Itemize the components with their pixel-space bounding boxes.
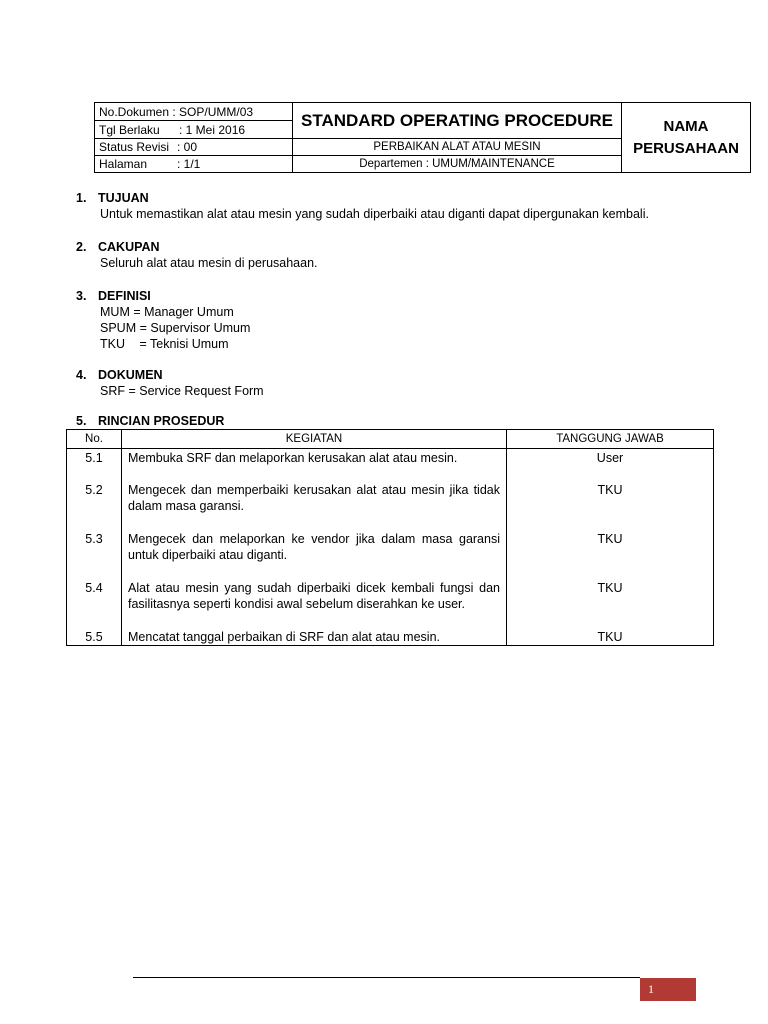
company-name-line1: NAMA <box>663 117 709 135</box>
doc-number: No.Dokumen : SOP/UMM/03 <box>95 103 293 121</box>
section-title: DOKUMEN <box>98 368 163 382</box>
column-header-responsible: TANGGUNG JAWAB <box>507 430 714 449</box>
section-definisi <box>76 288 250 352</box>
section-heading <box>76 288 250 304</box>
section-number: 5. <box>76 414 87 428</box>
section-heading <box>76 367 264 383</box>
sop-subtitle: PERBAIKAN ALAT ATAU MESIN <box>293 139 622 156</box>
section-text: Untuk memastikan alat atau mesin yang sudah diperbaiki atau diganti dapat dipergunakan kembali. <box>100 207 649 221</box>
row-number: 5.3 <box>67 531 122 580</box>
section-heading <box>76 190 649 206</box>
section-text: SRF = Service Request Form <box>100 384 264 398</box>
company-name-line2: PERUSAHAAN <box>633 139 739 157</box>
department: Departemen : UMUM/MAINTENANCE <box>293 156 622 173</box>
row-number: 5.1 <box>67 449 122 482</box>
section-number: 1. <box>76 191 87 205</box>
table-row <box>67 531 714 580</box>
table-row <box>67 580 714 629</box>
section-text: Seluruh alat atau mesin di perusahaan. <box>100 256 318 270</box>
revision-label: Status Revisi <box>99 140 170 154</box>
row-responsible: User <box>507 449 714 482</box>
definition-list <box>76 304 250 352</box>
definition-key: TKU <box>100 337 125 351</box>
row-responsible: TKU <box>507 482 714 531</box>
sop-title: STANDARD OPERATING PROCEDURE <box>293 103 622 139</box>
row-responsible: TKU <box>507 531 714 580</box>
definition-item <box>100 320 250 336</box>
section-number: 3. <box>76 289 87 303</box>
table-row <box>67 449 714 482</box>
row-responsible: TKU <box>507 629 714 646</box>
section-title: TUJUAN <box>98 191 149 205</box>
definition-item <box>100 304 250 320</box>
section-title: CAKUPAN <box>98 240 160 254</box>
row-number: 5.4 <box>67 580 122 629</box>
row-responsible: TKU <box>507 580 714 629</box>
section-number: 2. <box>76 240 87 254</box>
section-rincian-prosedur <box>76 413 224 429</box>
section-title: DEFINISI <box>98 289 151 303</box>
row-activity: Alat atau mesin yang sudah diperbaiki dicek kembali fungsi dan fasilitasnya seperti kondisi awal sebelum diserahkan ke user. <box>122 580 507 629</box>
company-name <box>622 103 751 173</box>
column-header-no: No. <box>67 430 122 449</box>
page-info <box>95 156 293 173</box>
definition-value: = Teknisi Umum <box>139 337 229 351</box>
row-activity: Mencatat tanggal perbaikan di SRF dan alat atau mesin. <box>122 629 507 646</box>
section-number: 4. <box>76 368 87 382</box>
page-info-value: : 1/1 <box>177 157 201 171</box>
procedure-table <box>66 429 714 646</box>
row-activity: Mengecek dan memperbaiki kerusakan alat atau mesin jika tidak dalam masa garansi. <box>122 482 507 531</box>
definition-key: SPUM <box>100 321 137 335</box>
section-dokumen <box>76 367 264 399</box>
section-heading <box>76 413 224 429</box>
definition-value: = Manager Umum <box>133 305 234 319</box>
valid-date-value: : 1 Mei 2016 <box>179 122 246 137</box>
row-activity: Membuka SRF dan melaporkan kerusakan alat atau mesin. <box>122 449 507 482</box>
document-header-table <box>94 102 751 173</box>
revision-value: : 00 <box>177 140 198 154</box>
row-number: 5.2 <box>67 482 122 531</box>
page-info-label: Halaman <box>99 157 148 171</box>
definition-value: = Supervisor Umum <box>139 321 251 335</box>
table-header-row <box>67 430 714 449</box>
row-number: 5.5 <box>67 629 122 646</box>
definition-key: MUM <box>100 305 130 319</box>
definition-item <box>100 336 250 352</box>
section-cakupan <box>76 239 318 271</box>
row-activity: Mengecek dan melaporkan ke vendor jika dalam masa garansi untuk diperbaiki atau diganti. <box>122 531 507 580</box>
valid-date-label: Tgl Berlaku <box>99 122 160 137</box>
column-header-activity: KEGIATAN <box>122 430 507 449</box>
section-heading <box>76 239 318 255</box>
table-row <box>67 482 714 531</box>
table-row <box>67 629 714 646</box>
revision-status <box>95 139 293 156</box>
footer-divider <box>133 977 640 978</box>
section-tujuan <box>76 190 649 222</box>
page-number-badge: 1 <box>640 978 696 1001</box>
valid-date <box>95 121 293 139</box>
section-title: RINCIAN PROSEDUR <box>98 414 225 428</box>
